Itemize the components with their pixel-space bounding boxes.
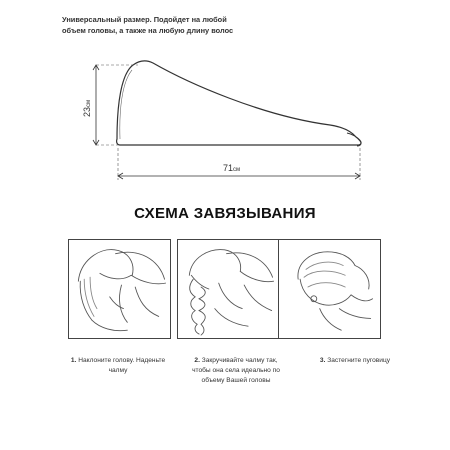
height-unit: см	[86, 99, 92, 107]
step-2-illustration	[177, 239, 280, 339]
step-3-caption	[300, 356, 410, 366]
width-unit: см	[233, 167, 241, 173]
step-2-line-1: Закручивайте чалму так,	[201, 357, 278, 364]
step-3-line-1: Застегните пуговицу	[327, 357, 391, 364]
width-value: 71	[223, 163, 234, 173]
intro-line-1: Универсальный размер. Подойдет на любой	[62, 15, 227, 24]
step-3-number: 3.	[319, 357, 326, 364]
width-label	[223, 163, 240, 173]
section-title: СХЕМА ЗАВЯЗЫВАНИЯ	[134, 205, 316, 222]
height-value: 23	[82, 106, 92, 117]
step-2-number: 2.	[194, 357, 200, 364]
step-1-line-1: Наклоните голову. Наденьте	[78, 357, 166, 364]
step-2-line-2: чтобы она села идеально по	[192, 367, 280, 374]
turban-outline	[117, 61, 361, 145]
step-1-illustration	[68, 239, 171, 339]
step-3-illustration	[278, 239, 381, 339]
step-1-line-2: чалму	[108, 367, 128, 374]
step-1-caption	[58, 356, 178, 376]
step-2-caption	[181, 356, 291, 386]
step-2-line-3: объему Вашей головы	[201, 377, 271, 384]
intro-line-2: объем головы, а также на любую длину волос	[62, 25, 234, 35]
height-label	[82, 100, 92, 117]
step-1-number: 1.	[70, 357, 77, 364]
